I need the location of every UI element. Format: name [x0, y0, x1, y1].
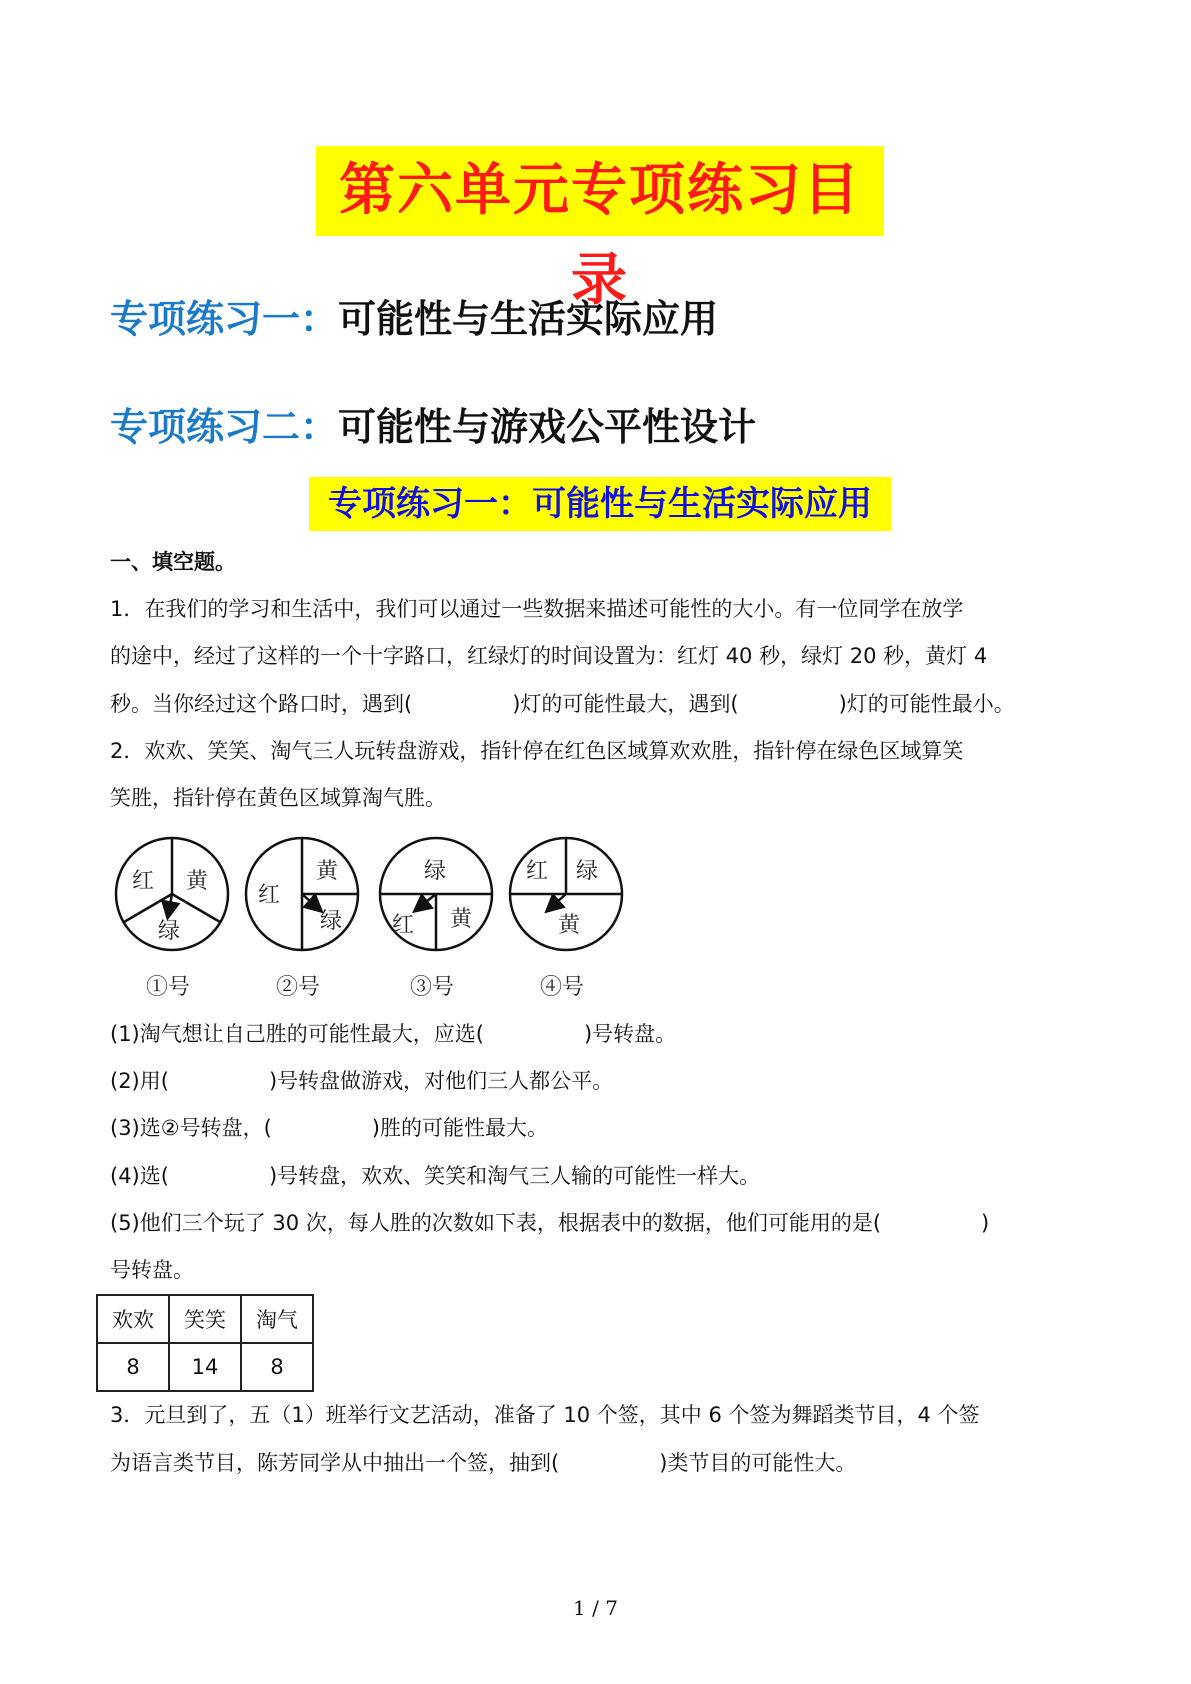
toc-prefix: 专项练习一： — [110, 297, 339, 341]
q1-line-1: 1．在我们的学习和生活中，我们可以通过一些数据来描述可能性的大小。有一位同学在放学 — [110, 597, 964, 621]
spinner-1-red: 红 — [132, 869, 155, 894]
table-header: 笑笑 — [169, 1295, 241, 1343]
text: ) — [981, 1211, 990, 1235]
spinner-1-label: ①号 — [146, 975, 191, 1000]
spinner-4-red: 红 — [526, 859, 549, 884]
q2-sub-1 — [110, 1019, 676, 1049]
text: )号转盘做游戏，对他们三人都公平。 — [268, 1069, 614, 1093]
q2-sub-3 — [110, 1113, 548, 1143]
q3-line-2 — [110, 1448, 856, 1478]
section-header: 专项练习一：可能性与生活实际应用 — [309, 477, 891, 531]
document-title: 第六单元专项练习目录 — [316, 146, 884, 236]
table-row — [97, 1343, 313, 1391]
spinner-4-green: 绿 — [576, 859, 599, 884]
text: (5)他们三个玩了 30 次，每人胜的次数如下表，根据表中的数据，他们可能用的是( — [110, 1211, 882, 1235]
table-cell: 8 — [97, 1343, 169, 1391]
spinner-2-label: ②号 — [276, 975, 321, 1000]
spinner-4-label: ④号 — [540, 975, 585, 1000]
toc-prefix: 专项练习二： — [110, 405, 339, 449]
text: (1)淘气想让自己胜的可能性最大，应选( — [110, 1022, 484, 1046]
q2-sub-5-cont: 号转盘。 — [110, 1258, 194, 1282]
part-heading: 一、填空题。 — [110, 550, 236, 574]
q2-line-2: 笑胜，指针停在黄色区域算淘气胜。 — [110, 786, 446, 810]
text: )号转盘。 — [583, 1022, 677, 1046]
spinner-3-label: ③号 — [410, 975, 455, 1000]
toc-item-2[interactable] — [110, 396, 756, 451]
table-cell: 8 — [241, 1343, 313, 1391]
spinner-2-red: 红 — [258, 883, 281, 908]
text: (2)用( — [110, 1069, 169, 1093]
text: (4)选( — [110, 1164, 169, 1188]
spinner-4-yellow: 黄 — [558, 913, 581, 938]
spinner-2-green: 绿 — [320, 909, 343, 934]
toc-item-1[interactable] — [110, 288, 718, 343]
q3-line-1: 3．元旦到了，五（1）班举行文艺活动，准备了 10 个签，其中 6 个签为舞蹈类节目，4 个签 — [110, 1403, 980, 1427]
text: 为语言类节目，陈芳同学从中抽出一个签，抽到( — [110, 1451, 560, 1475]
toc-text: 可能性与生活实际应用 — [338, 297, 719, 341]
spinner-2-yellow: 黄 — [316, 859, 339, 884]
text: )灯的可能性最大，遇到( — [512, 692, 739, 716]
text: )类节目的可能性大。 — [659, 1451, 857, 1475]
spinner-diagrams — [110, 828, 650, 1008]
text: (3)选②号转盘，( — [110, 1116, 272, 1140]
wins-table — [96, 1294, 314, 1392]
spinner-1-yellow: 黄 — [186, 869, 209, 894]
table-header-row — [97, 1295, 313, 1343]
spinner-1-green: 绿 — [158, 919, 181, 944]
q2-sub-2 — [110, 1066, 613, 1096]
q2-sub-5 — [110, 1208, 989, 1238]
table-cell: 14 — [169, 1343, 241, 1391]
text: )灯的可能性最小。 — [838, 692, 1015, 716]
q2-sub-4 — [110, 1161, 760, 1191]
q1-line-2: 的途中，经过了这样的一个十字路口，红绿灯的时间设置为：红灯 40 秒，绿灯 20 秒，黄灯 4 — [110, 644, 988, 668]
toc-text: 可能性与游戏公平性设计 — [338, 405, 757, 449]
table-header: 淘气 — [241, 1295, 313, 1343]
spinner-3-green: 绿 — [424, 859, 447, 884]
q2-line-1: 2．欢欢、笑笑、淘气三人玩转盘游戏，指针停在红色区域算欢欢胜，指针停在绿色区域算笑 — [110, 739, 964, 763]
text: )胜的可能性最大。 — [371, 1116, 548, 1140]
text: )号转盘，欢欢、笑笑和淘气三人输的可能性一样大。 — [268, 1164, 761, 1188]
spinner-3-yellow: 黄 — [450, 907, 473, 932]
spinner-3-red: 红 — [392, 913, 415, 938]
table-header: 欢欢 — [97, 1295, 169, 1343]
text: 秒。当你经过这个路口时，遇到( — [110, 692, 413, 716]
page-number: 1 / 7 — [573, 1596, 618, 1620]
q1-line-3 — [110, 689, 1015, 719]
